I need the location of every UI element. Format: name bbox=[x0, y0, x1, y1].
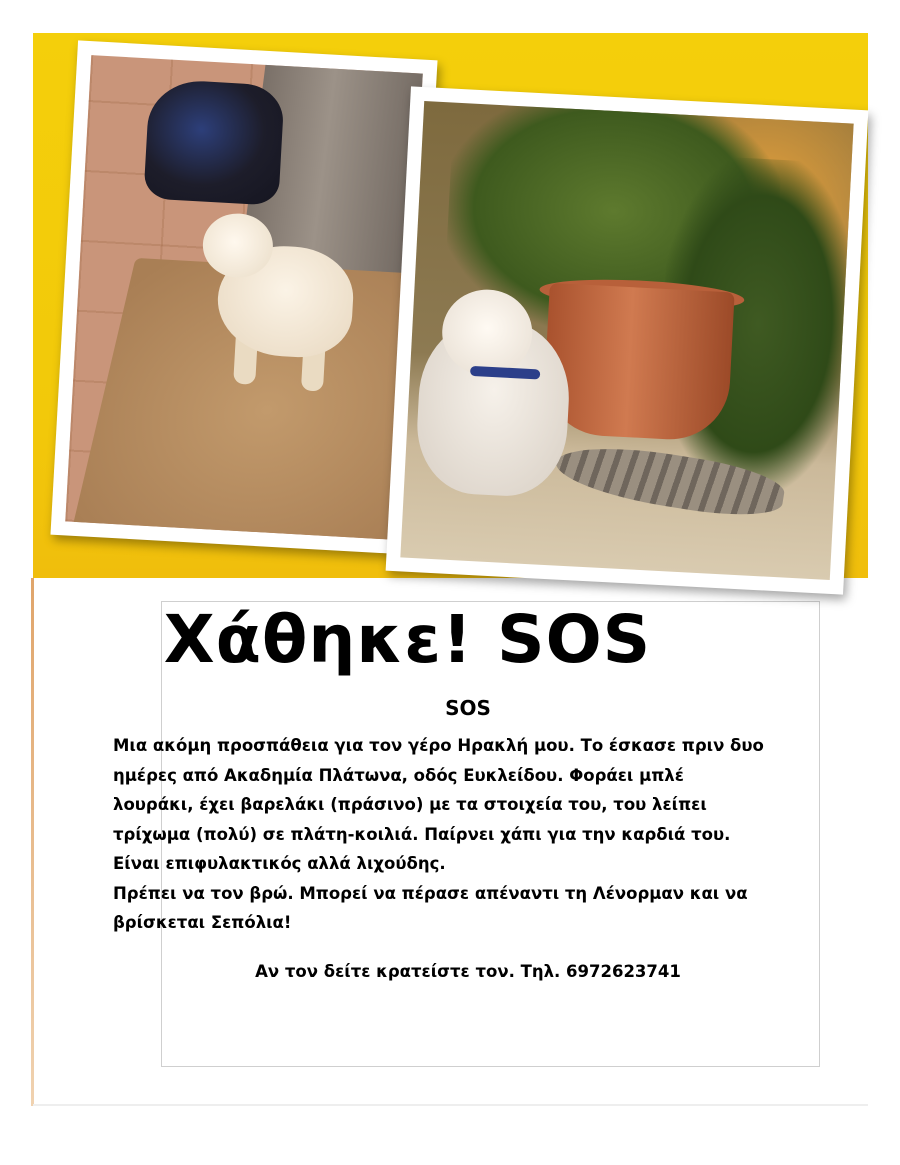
description-line: ημέρες από Ακαδημία Πλάτωνα, οδός Ευκλείδου. Φοράει μπλέ bbox=[113, 765, 684, 785]
flyer-description bbox=[113, 731, 835, 938]
description-line: λουράκι, έχει βαρελάκι (πράσινο) με τα στοιχεία του, του λείπει bbox=[113, 795, 707, 814]
dog-photo-garden bbox=[386, 86, 869, 594]
description-line: τρίχωμα (πολύ) σε πλάτη-κοιλιά. Παίρνει χάπι για την καρδιά του. bbox=[113, 824, 731, 844]
dog-photo-garden-image bbox=[400, 101, 853, 580]
flower-pot-shape bbox=[542, 283, 735, 442]
contact-phone-line: Αν τον δείτε κρατείστε τον. Τηλ. 6972623741 bbox=[255, 962, 681, 981]
description-line: Είναι επιφυλακτικός αλλά λιχούδης. bbox=[113, 854, 446, 873]
flyer-subtitle: SOS bbox=[445, 696, 491, 720]
page-edge-bottom bbox=[33, 1104, 868, 1106]
description-line: βρίσκεται Σεπόλια! bbox=[113, 913, 292, 932]
description-line: Πρέπει να τον βρώ. Μπορεί να πέρασε απέναντι τη Λένορμαν και να bbox=[113, 883, 748, 903]
description-line: Μια ακόμη προσπάθεια για τον γέρο Ηρακλή μου. Το έσκασε πριν δυο bbox=[113, 736, 764, 755]
dog-photo-indoors-image bbox=[65, 55, 423, 540]
clothes-pile-shape bbox=[143, 78, 284, 205]
flyer-title: Χάθηκε! SOS bbox=[163, 601, 652, 678]
dog-photo-indoors bbox=[50, 40, 437, 554]
